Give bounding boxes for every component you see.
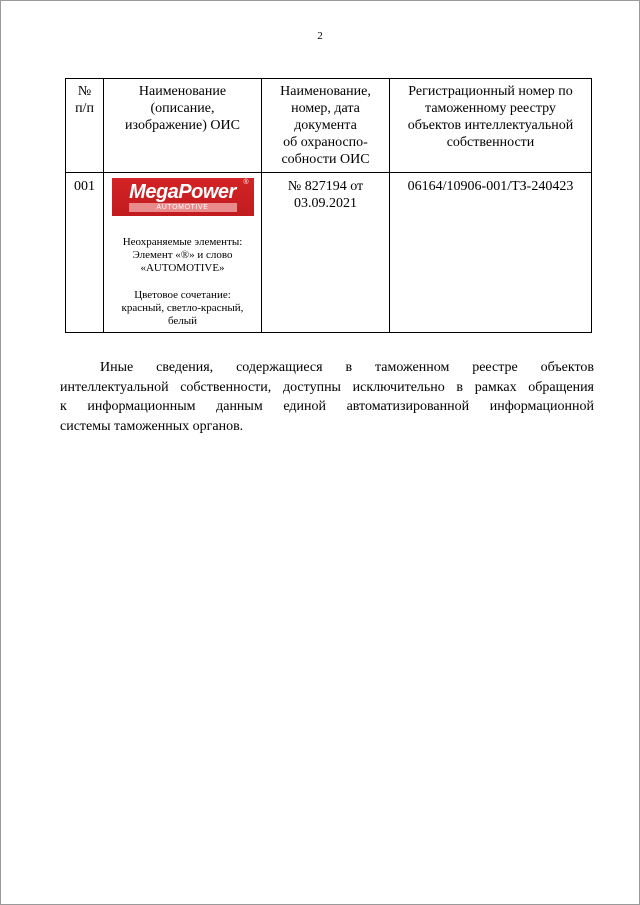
logo-wordmark: MegaPower xyxy=(129,181,236,203)
header-object-name: Наименование (описание, изображение) ОИС xyxy=(104,79,262,173)
paragraph-line: интеллектуальной собственности, доступны исключительно в рамках обращения xyxy=(60,379,594,395)
color-combination: Цветовое сочетание: красный, светло-красный, белый xyxy=(121,289,244,327)
megapower-logo xyxy=(112,178,254,216)
row-registration-number: 06164/10906-001/ТЗ-240423 xyxy=(390,173,592,333)
row-document: № 827194 от 03.09.2021 xyxy=(262,173,390,333)
paragraph-line: системы таможенных органов. xyxy=(60,418,244,434)
table-header-row xyxy=(66,79,592,173)
table-row xyxy=(66,173,592,333)
unprotected-elements: Неохраняемые элементы: Элемент «®» и слово «AUTOMOTIVE» xyxy=(122,236,243,274)
header-registration-number: Регистрационный номер по таможенному реестру объектов интеллектуальной собственности xyxy=(390,79,592,173)
paragraph-line: к информационным данным единой автоматизированной информационной xyxy=(60,399,594,414)
info-paragraph xyxy=(60,358,594,436)
logo-registered-mark: ® xyxy=(243,179,249,186)
header-document: Наименование, номер, дата документа об охраноспо- собности ОИС xyxy=(262,79,390,173)
page-number: 2 xyxy=(317,30,323,42)
header-number: № п/п xyxy=(66,79,104,173)
customs-registry-table xyxy=(65,78,592,333)
row-number: 001 xyxy=(66,173,104,333)
paragraph-line: Иные сведения, содержащиеся в таможенном реестре объектов xyxy=(100,360,594,375)
logo-subtitle: AUTOMOTIVE xyxy=(129,203,237,212)
row-object-cell xyxy=(104,173,262,333)
